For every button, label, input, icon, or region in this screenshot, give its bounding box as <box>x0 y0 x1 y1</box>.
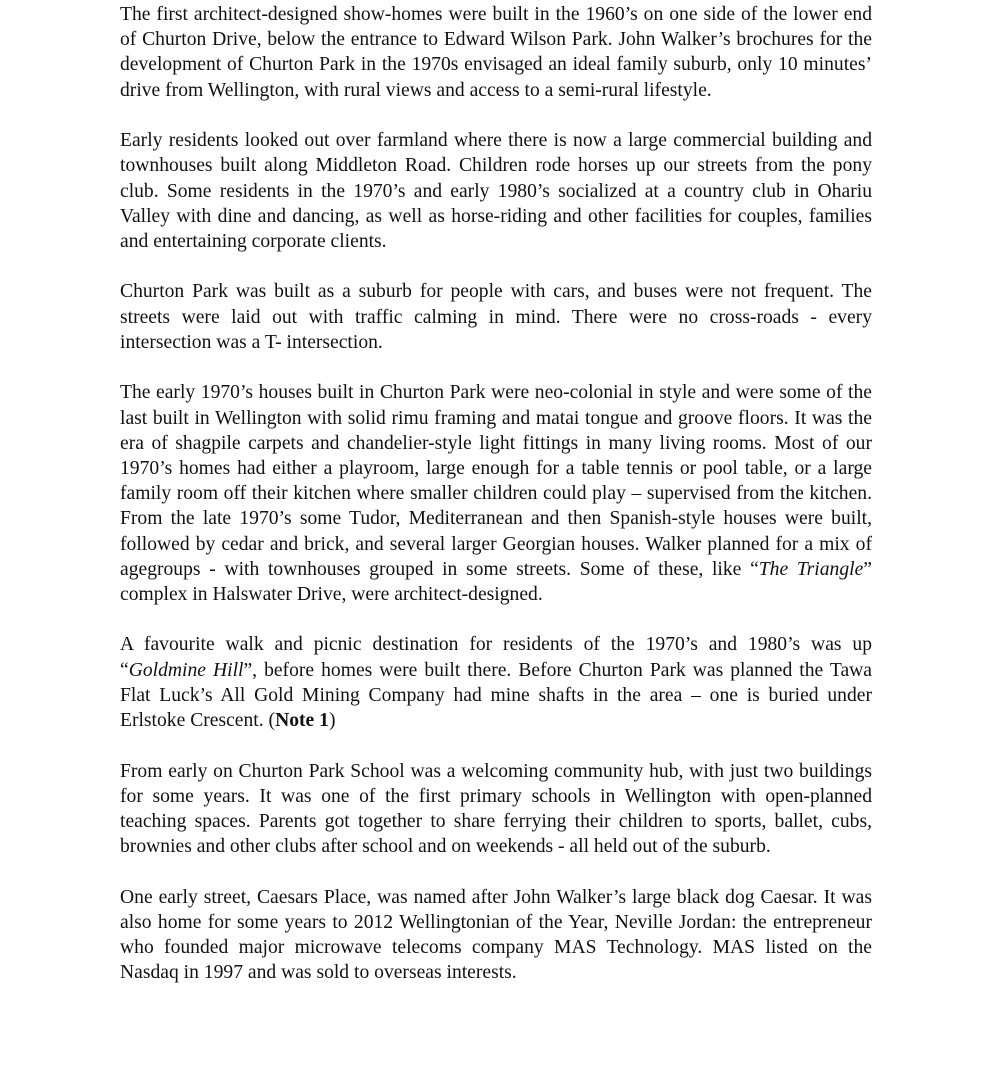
paragraph-house-styles <box>120 380 872 607</box>
paragraph-text: ” complex in Halswater Drive, were architect-designed. <box>120 558 872 605</box>
paragraph-text: ) <box>328 710 336 732</box>
paragraph-text: ”, before homes were built there. Before Churton Park was planned the Tawa Flat Luck’s All Gold Mining Company had mine shafts in the area – one is buried under Erlstoke Crescent. ( <box>120 659 873 732</box>
paragraph-text: A favourite walk and picnic destination for residents of the 1970’s and 1980’s was up “ <box>120 634 872 681</box>
note-reference: Note 1 <box>275 710 329 732</box>
paragraph-caesars-place: One early street, Caesars Place, was named after John Walker’s large black dog Caesar. It was also home for some years to 2012 Wellingtonian of the Year, Neville Jordan: the entrepreneur who founded major microwave telecoms company MAS Technology. MAS listed on the Nasdaq in 1997 and was sold to overseas interests. <box>120 886 872 984</box>
paragraph-goldmine-hill <box>120 632 872 733</box>
paragraph-school: From early on Churton Park School was a welcoming community hub, with just two buildings for some years. It was one of the first primary schools in Wellington with open-planned teaching spaces. Parents got together to share ferrying their children to sports, ballet, cubs, brownies and other clubs after school and on weekends - all held out of the suburb. <box>120 760 872 858</box>
italic-name-goldmine-hill: Goldmine Hill <box>128 659 244 681</box>
paragraph-streets-layout: Churton Park was built as a suburb for people with cars, and buses were not frequent. The streets were laid out with traffic calming in mind. There were no cross-roads - every intersection was a T- intersection. <box>120 281 872 353</box>
paragraph-show-homes: The first architect-designed show-homes were built in the 1960’s on one side of the lower end of Churton Drive, below the entrance to Edward Wilson Park. John Walker’s brochures for the development of Churton Park in the 1970s envisaged an ideal family suburb, only 10 minutes’ drive from Wellington, with rural views and access to a semi-rural lifestyle. <box>120 4 872 101</box>
paragraph-text: The early 1970’s houses built in Churton Park were neo-colonial in style and were some of the last built in Wellington with solid rimu framing and matai tongue and groove floors. It was the era of shagpile carpets and chandelier-style light fittings in many living rooms. Most of our 1970’s homes had either a playroom, large enough for a table tennis or pool table, or a large family room off their kitchen where smaller children could play – supervised from the kitchen. From the late 1970’s some Tudor, Mediterranean and then Spanish-style houses were built, followed by cedar and brick, and several larger Georgian houses. Walker planned for a mix of agegroups - with townhouses grouped in some streets. Some of these, like “ <box>120 382 872 580</box>
italic-name-the-triangle: The Triangle <box>758 558 864 580</box>
paragraph-early-residents: Early residents looked out over farmland where there is now a large commercial building and townhouses built along Middleton Road. Children rode horses up our streets from the pony club. Some residents in the 1970’s and early 1980’s socialized at a country club in Ohariu Valley with dine and dancing, as well as horse-riding and other facilities for couples, families and entertaining corporate clients. <box>120 130 872 252</box>
document-page <box>120 2 872 985</box>
